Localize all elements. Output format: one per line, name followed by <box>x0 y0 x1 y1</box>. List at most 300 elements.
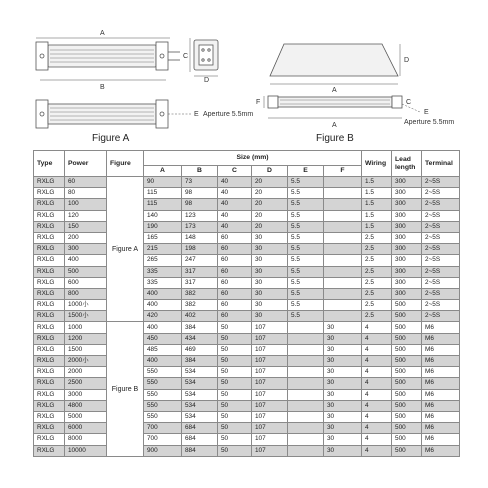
cell-terminal: 2~5S <box>422 300 460 311</box>
cell-size-c: 50 <box>218 344 252 355</box>
cell-size-f <box>324 199 362 210</box>
cell-size-e <box>288 423 324 434</box>
cell-size-a: 335 <box>144 266 182 277</box>
cell-size-c: 50 <box>218 378 252 389</box>
cell-size-b: 98 <box>182 199 218 210</box>
cell-wiring: 1.5 <box>362 210 392 221</box>
cell-size-a: 400 <box>144 288 182 299</box>
header-size-f: F <box>324 166 362 177</box>
cell-lead-length: 300 <box>392 232 422 243</box>
cell-size-d: 20 <box>252 210 288 221</box>
cell-size-a: 400 <box>144 300 182 311</box>
dim-label-a-b: A <box>332 87 337 94</box>
cell-lead-length: 300 <box>392 210 422 221</box>
cell-size-e: 5.5 <box>288 311 324 322</box>
cell-size-f: 30 <box>324 344 362 355</box>
cell-size-a: 420 <box>144 311 182 322</box>
cell-wiring: 2.5 <box>362 300 392 311</box>
cell-power: 1500 <box>65 344 107 355</box>
cell-size-b: 684 <box>182 423 218 434</box>
figure-a-end-view <box>190 38 218 76</box>
cell-power: 10000 <box>65 445 107 456</box>
cell-size-b: 382 <box>182 300 218 311</box>
cell-wiring: 4 <box>362 367 392 378</box>
header-size-a: A <box>144 166 182 177</box>
cell-size-c: 50 <box>218 434 252 445</box>
cell-power: 500 <box>65 266 107 277</box>
table-row <box>34 378 460 389</box>
cell-size-a: 700 <box>144 434 182 445</box>
cell-size-a: 190 <box>144 221 182 232</box>
cell-type: RXLG <box>34 210 65 221</box>
cell-size-e <box>288 367 324 378</box>
cell-size-e: 5.5 <box>288 288 324 299</box>
cell-wiring: 4 <box>362 423 392 434</box>
cell-size-f <box>324 188 362 199</box>
cell-size-f <box>324 221 362 232</box>
cell-lead-length: 500 <box>392 423 422 434</box>
table-row <box>34 288 460 299</box>
cell-terminal: M6 <box>422 378 460 389</box>
cell-terminal: M6 <box>422 356 460 367</box>
cell-size-f <box>324 288 362 299</box>
cell-size-c: 40 <box>218 199 252 210</box>
cell-terminal: 2~5S <box>422 177 460 188</box>
cell-size-d: 20 <box>252 177 288 188</box>
cell-size-f: 30 <box>324 367 362 378</box>
cell-lead-length: 500 <box>392 344 422 355</box>
header-size-b: B <box>182 166 218 177</box>
spec-table-body <box>34 177 460 457</box>
aperture-note-b: Aperture 5.5mm <box>404 119 455 126</box>
cell-size-a: 400 <box>144 322 182 333</box>
cell-power: 800 <box>65 288 107 299</box>
cell-size-e: 5.5 <box>288 266 324 277</box>
cell-power: 2000小 <box>65 356 107 367</box>
cell-power: 2500 <box>65 378 107 389</box>
cell-size-b: 382 <box>182 288 218 299</box>
cell-type: RXLG <box>34 389 65 400</box>
cell-size-d: 30 <box>252 288 288 299</box>
cell-size-f: 30 <box>324 400 362 411</box>
cell-size-c: 40 <box>218 210 252 221</box>
cell-power: 300 <box>65 244 107 255</box>
cell-terminal: M6 <box>422 411 460 422</box>
figure-a-caption: Figure A <box>92 133 130 144</box>
cell-size-b: 534 <box>182 400 218 411</box>
cell-wiring: 4 <box>362 411 392 422</box>
table-row <box>34 322 460 333</box>
cell-size-c: 50 <box>218 411 252 422</box>
cell-size-b: 198 <box>182 244 218 255</box>
cell-wiring: 4 <box>362 378 392 389</box>
cell-terminal: 2~5S <box>422 232 460 243</box>
cell-lead-length: 500 <box>392 300 422 311</box>
cell-size-a: 140 <box>144 210 182 221</box>
cell-type: RXLG <box>34 378 65 389</box>
cell-power: 2000 <box>65 367 107 378</box>
cell-type: RXLG <box>34 266 65 277</box>
cell-wiring: 1.5 <box>362 177 392 188</box>
dim-label-d: D <box>204 77 210 84</box>
cell-size-d: 30 <box>252 311 288 322</box>
cell-size-f <box>324 232 362 243</box>
cell-type: RXLG <box>34 434 65 445</box>
cell-type: RXLG <box>34 344 65 355</box>
cell-size-c: 50 <box>218 400 252 411</box>
cell-size-b: 402 <box>182 311 218 322</box>
cell-size-e <box>288 400 324 411</box>
table-row <box>34 400 460 411</box>
cell-size-b: 534 <box>182 378 218 389</box>
cell-wiring: 4 <box>362 333 392 344</box>
header-size-c: C <box>218 166 252 177</box>
cell-size-c: 50 <box>218 367 252 378</box>
cell-type: RXLG <box>34 333 65 344</box>
cell-wiring: 4 <box>362 434 392 445</box>
cell-size-d: 107 <box>252 367 288 378</box>
cell-size-a: 265 <box>144 255 182 266</box>
dim-label-e-b: E <box>424 109 429 116</box>
cell-size-f: 30 <box>324 389 362 400</box>
cell-size-c: 50 <box>218 356 252 367</box>
cell-size-d: 107 <box>252 322 288 333</box>
cell-wiring: 2.5 <box>362 277 392 288</box>
table-row <box>34 210 460 221</box>
cell-wiring: 2.5 <box>362 244 392 255</box>
cell-size-d: 20 <box>252 199 288 210</box>
cell-size-a: 550 <box>144 378 182 389</box>
cell-wiring: 4 <box>362 344 392 355</box>
cell-size-c: 60 <box>218 288 252 299</box>
cell-size-d: 30 <box>252 232 288 243</box>
dim-label-b: B <box>100 84 105 91</box>
cell-power: 6000 <box>65 423 107 434</box>
cell-size-c: 50 <box>218 389 252 400</box>
cell-type: RXLG <box>34 356 65 367</box>
cell-power: 1500小 <box>65 311 107 322</box>
cell-type: RXLG <box>34 311 65 322</box>
header-power: Power <box>65 151 107 177</box>
dim-label-e: E <box>194 111 199 118</box>
cell-size-b: 317 <box>182 277 218 288</box>
cell-size-a: 165 <box>144 232 182 243</box>
cell-wiring: 4 <box>362 322 392 333</box>
cell-wiring: 2.5 <box>362 232 392 243</box>
header-wiring: Wiring <box>362 151 392 177</box>
cell-size-f: 30 <box>324 423 362 434</box>
cell-lead-length: 500 <box>392 378 422 389</box>
table-row <box>34 300 460 311</box>
cell-wiring: 1.5 <box>362 188 392 199</box>
cell-size-d: 30 <box>252 266 288 277</box>
header-size-e: E <box>288 166 324 177</box>
cell-wiring: 4 <box>362 400 392 411</box>
cell-power: 600 <box>65 277 107 288</box>
cell-terminal: M6 <box>422 333 460 344</box>
cell-lead-length: 500 <box>392 411 422 422</box>
cell-size-a: 550 <box>144 411 182 422</box>
cell-terminal: 2~5S <box>422 311 460 322</box>
cell-size-b: 684 <box>182 434 218 445</box>
cell-size-c: 60 <box>218 232 252 243</box>
cell-size-d: 107 <box>252 445 288 456</box>
cell-power: 120 <box>65 210 107 221</box>
cell-size-d: 20 <box>252 221 288 232</box>
cell-type: RXLG <box>34 400 65 411</box>
cell-size-d: 107 <box>252 356 288 367</box>
cell-size-e: 5.5 <box>288 221 324 232</box>
cell-size-a: 485 <box>144 344 182 355</box>
cell-size-b: 469 <box>182 344 218 355</box>
cell-terminal: M6 <box>422 344 460 355</box>
table-row <box>34 344 460 355</box>
cell-wiring: 2.5 <box>362 288 392 299</box>
spec-table <box>33 150 460 457</box>
cell-lead-length: 500 <box>392 434 422 445</box>
cell-wiring: 2.5 <box>362 311 392 322</box>
cell-size-e <box>288 378 324 389</box>
cell-size-b: 884 <box>182 445 218 456</box>
dim-label-c-b: C <box>406 99 412 106</box>
cell-type: RXLG <box>34 277 65 288</box>
cell-lead-length: 500 <box>392 367 422 378</box>
cell-size-d: 20 <box>252 188 288 199</box>
table-row <box>34 221 460 232</box>
cell-type: RXLG <box>34 322 65 333</box>
cell-size-d: 30 <box>252 255 288 266</box>
cell-size-e: 5.5 <box>288 244 324 255</box>
cell-figure: Figure A <box>107 177 144 322</box>
cell-size-f <box>324 300 362 311</box>
dim-label-c: C <box>183 53 189 60</box>
cell-lead-length: 300 <box>392 199 422 210</box>
table-row <box>34 333 460 344</box>
cell-terminal: 2~5S <box>422 210 460 221</box>
cell-size-c: 60 <box>218 266 252 277</box>
cell-size-f <box>324 311 362 322</box>
cell-size-e: 5.5 <box>288 199 324 210</box>
cell-type: RXLG <box>34 232 65 243</box>
cell-power: 100 <box>65 199 107 210</box>
cell-size-f: 30 <box>324 333 362 344</box>
cell-size-b: 247 <box>182 255 218 266</box>
cell-power: 400 <box>65 255 107 266</box>
cell-size-d: 107 <box>252 344 288 355</box>
cell-power: 60 <box>65 177 107 188</box>
table-row <box>34 255 460 266</box>
table-row <box>34 188 460 199</box>
cell-size-a: 90 <box>144 177 182 188</box>
cell-size-a: 450 <box>144 333 182 344</box>
dim-label-f-b: F <box>256 99 261 106</box>
header-terminal: Terminal <box>422 151 460 177</box>
cell-type: RXLG <box>34 188 65 199</box>
table-row <box>34 411 460 422</box>
cell-size-d: 30 <box>252 300 288 311</box>
cell-size-e: 5.5 <box>288 277 324 288</box>
cell-size-e <box>288 434 324 445</box>
cell-wiring: 4 <box>362 389 392 400</box>
cell-size-b: 534 <box>182 367 218 378</box>
table-row <box>34 311 460 322</box>
table-row <box>34 266 460 277</box>
header-size: Size (mm) <box>144 151 362 166</box>
cell-lead-length: 300 <box>392 266 422 277</box>
dim-label-a-b-bottom: A <box>332 122 337 129</box>
cell-lead-length: 500 <box>392 322 422 333</box>
cell-power: 200 <box>65 232 107 243</box>
cell-size-a: 900 <box>144 445 182 456</box>
cell-size-e <box>288 344 324 355</box>
figure-a-top-view <box>36 38 180 80</box>
cell-type: RXLG <box>34 221 65 232</box>
cell-wiring: 4 <box>362 356 392 367</box>
cell-size-c: 40 <box>218 188 252 199</box>
cell-size-c: 60 <box>218 277 252 288</box>
table-row <box>34 277 460 288</box>
cell-size-c: 50 <box>218 445 252 456</box>
cell-size-b: 434 <box>182 333 218 344</box>
cell-terminal: 2~5S <box>422 221 460 232</box>
cell-size-b: 123 <box>182 210 218 221</box>
cell-size-f: 30 <box>324 322 362 333</box>
cell-size-e: 5.5 <box>288 255 324 266</box>
cell-type: RXLG <box>34 300 65 311</box>
cell-wiring: 2.5 <box>362 255 392 266</box>
cell-type: RXLG <box>34 367 65 378</box>
cell-lead-length: 500 <box>392 356 422 367</box>
table-row <box>34 199 460 210</box>
cell-size-e: 5.5 <box>288 188 324 199</box>
cell-terminal: M6 <box>422 445 460 456</box>
cell-size-a: 400 <box>144 356 182 367</box>
cell-size-c: 60 <box>218 244 252 255</box>
cell-terminal: M6 <box>422 434 460 445</box>
cell-terminal: 2~5S <box>422 255 460 266</box>
figure-b-top-view <box>270 44 400 84</box>
cell-terminal: 2~5S <box>422 277 460 288</box>
cell-size-d: 30 <box>252 244 288 255</box>
cell-size-d: 107 <box>252 378 288 389</box>
cell-lead-length: 500 <box>392 333 422 344</box>
cell-size-a: 115 <box>144 188 182 199</box>
table-row <box>34 356 460 367</box>
cell-size-e <box>288 411 324 422</box>
cell-type: RXLG <box>34 177 65 188</box>
cell-terminal: 2~5S <box>422 288 460 299</box>
cell-size-f <box>324 244 362 255</box>
cell-size-f <box>324 255 362 266</box>
table-row <box>34 423 460 434</box>
cell-type: RXLG <box>34 244 65 255</box>
cell-size-a: 700 <box>144 423 182 434</box>
technical-drawings <box>0 0 488 150</box>
cell-power: 80 <box>65 188 107 199</box>
cell-terminal: M6 <box>422 423 460 434</box>
cell-size-e: 5.5 <box>288 177 324 188</box>
header-figure: Figure <box>107 151 144 177</box>
cell-terminal: M6 <box>422 322 460 333</box>
cell-lead-length: 300 <box>392 221 422 232</box>
cell-size-a: 550 <box>144 400 182 411</box>
cell-size-d: 107 <box>252 423 288 434</box>
cell-lead-length: 500 <box>392 400 422 411</box>
cell-terminal: M6 <box>422 367 460 378</box>
cell-size-b: 73 <box>182 177 218 188</box>
cell-terminal: M6 <box>422 389 460 400</box>
cell-power: 5000 <box>65 411 107 422</box>
cell-size-f: 30 <box>324 434 362 445</box>
cell-lead-length: 500 <box>392 311 422 322</box>
cell-size-e <box>288 322 324 333</box>
cell-size-f <box>324 210 362 221</box>
cell-wiring: 4 <box>362 445 392 456</box>
cell-size-e <box>288 445 324 456</box>
cell-size-c: 60 <box>218 300 252 311</box>
cell-size-c: 40 <box>218 221 252 232</box>
table-row <box>34 434 460 445</box>
cell-lead-length: 300 <box>392 244 422 255</box>
cell-size-d: 107 <box>252 389 288 400</box>
dim-label-d-b: D <box>404 57 410 64</box>
cell-size-b: 148 <box>182 232 218 243</box>
cell-power: 150 <box>65 221 107 232</box>
cell-size-e: 5.5 <box>288 300 324 311</box>
cell-power: 3000 <box>65 389 107 400</box>
cell-terminal: 2~5S <box>422 199 460 210</box>
header-type: Type <box>34 151 65 177</box>
cell-size-a: 115 <box>144 199 182 210</box>
cell-lead-length: 300 <box>392 255 422 266</box>
cell-power: 8000 <box>65 434 107 445</box>
cell-size-b: 317 <box>182 266 218 277</box>
cell-size-a: 550 <box>144 367 182 378</box>
cell-lead-length: 300 <box>392 277 422 288</box>
cell-terminal: M6 <box>422 400 460 411</box>
cell-size-f <box>324 177 362 188</box>
figure-b-side-view <box>264 96 420 118</box>
cell-figure: Figure B <box>107 322 144 456</box>
table-row <box>34 232 460 243</box>
cell-size-e: 5.5 <box>288 232 324 243</box>
cell-terminal: 2~5S <box>422 244 460 255</box>
cell-size-a: 215 <box>144 244 182 255</box>
cell-size-e <box>288 333 324 344</box>
cell-type: RXLG <box>34 445 65 456</box>
cell-size-c: 50 <box>218 333 252 344</box>
cell-size-d: 107 <box>252 333 288 344</box>
cell-power: 1200 <box>65 333 107 344</box>
dim-label-a: A <box>100 30 105 37</box>
header-lead-length: Lead length <box>392 151 422 177</box>
cell-type: RXLG <box>34 423 65 434</box>
cell-size-d: 30 <box>252 277 288 288</box>
cell-wiring: 2.5 <box>362 266 392 277</box>
cell-size-b: 534 <box>182 411 218 422</box>
cell-power: 4800 <box>65 400 107 411</box>
cell-wiring: 1.5 <box>362 199 392 210</box>
cell-terminal: 2~5S <box>422 266 460 277</box>
figure-b-caption: Figure B <box>316 133 354 144</box>
cell-size-c: 50 <box>218 322 252 333</box>
cell-size-b: 173 <box>182 221 218 232</box>
cell-lead-length: 300 <box>392 177 422 188</box>
cell-size-f: 30 <box>324 411 362 422</box>
cell-size-c: 60 <box>218 255 252 266</box>
table-row <box>34 177 460 188</box>
cell-size-d: 107 <box>252 411 288 422</box>
